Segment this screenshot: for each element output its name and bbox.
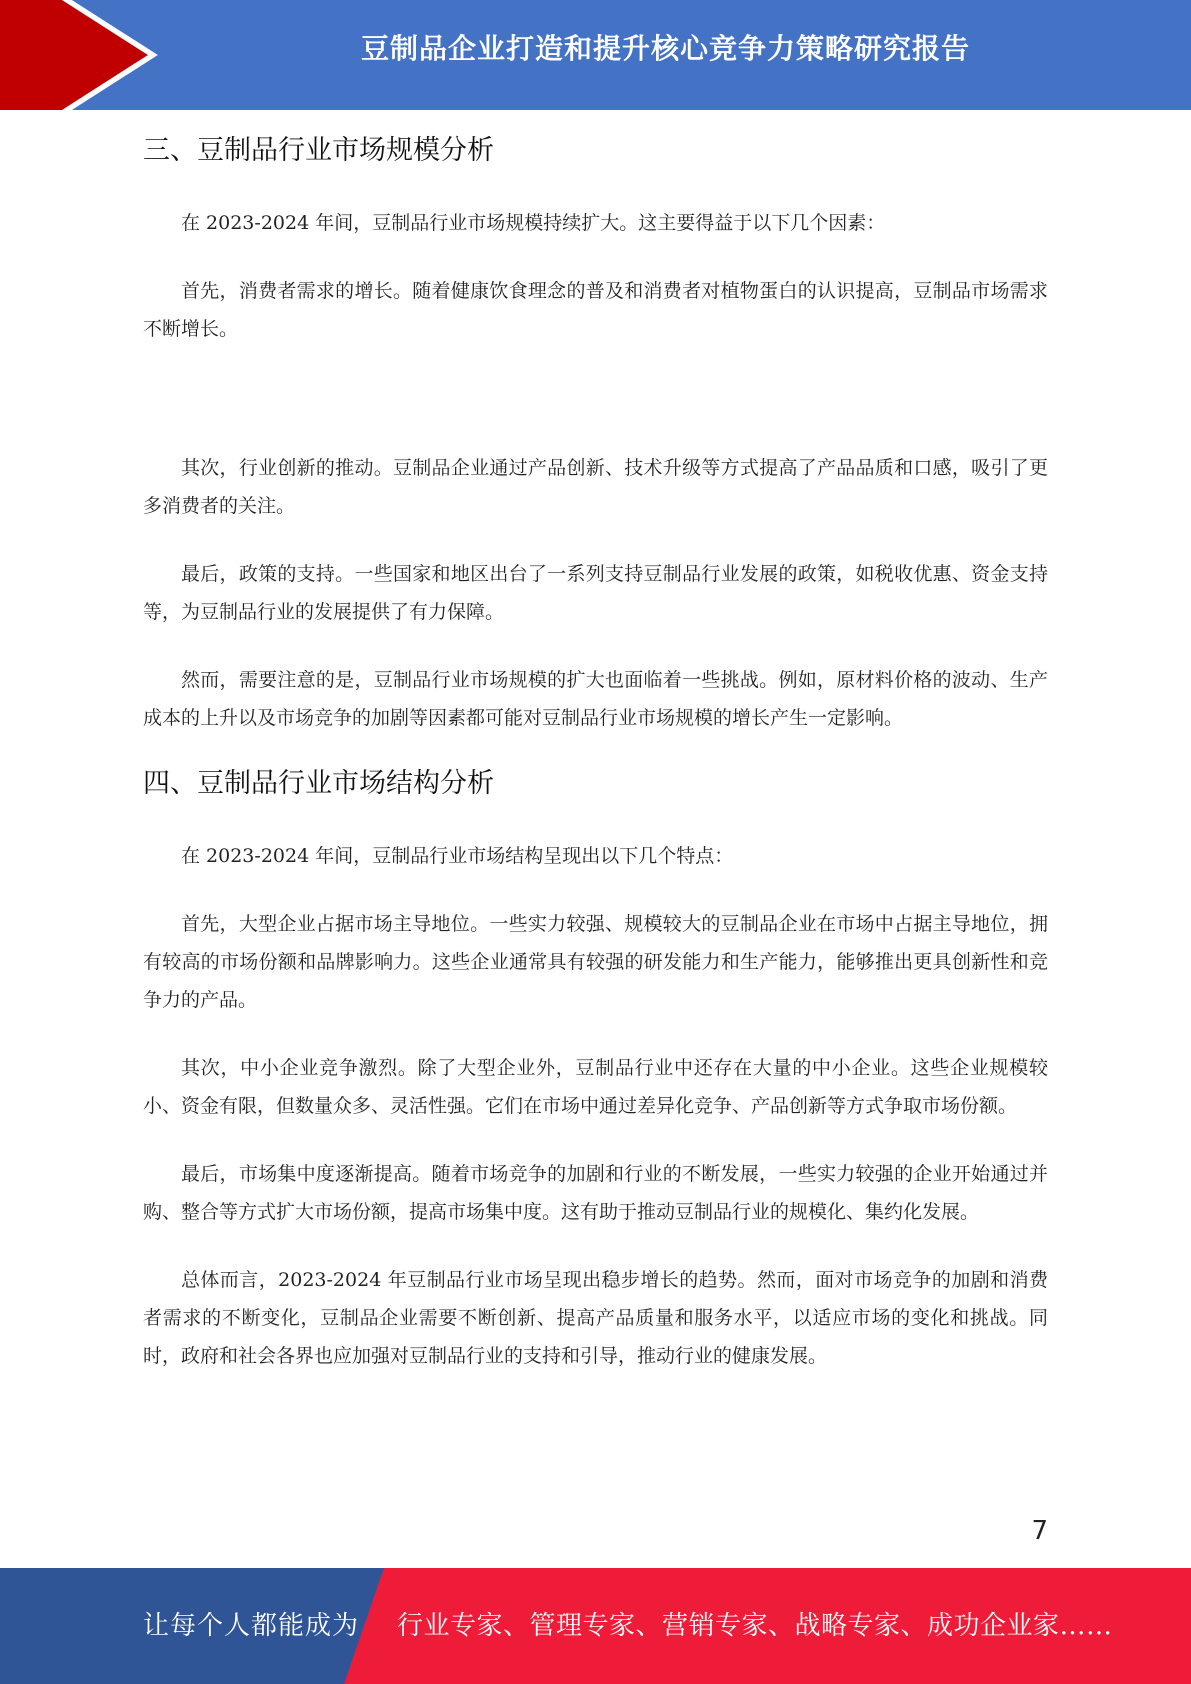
paragraph: 在 2023-2024 年间，豆制品行业市场结构呈现出以下几个特点： — [181, 845, 734, 867]
paragraph: 最后，市场集中度逐渐提高。随着市场竞争的加剧和行业的不断发展，一些实力较强的企业开始通过并购、整合等方式扩大市场份额，提高市场集中度。这有助于推动豆制品行业的规模化、集约化发展。 — [143, 1163, 1048, 1223]
footer-slogan-left: 让每个人都能成为 — [143, 1611, 360, 1641]
document-body — [143, 110, 1048, 1375]
page-header — [0, 0, 1191, 110]
report-title: 豆制品企业打造和提升核心竞争力策略研究报告 — [360, 32, 970, 65]
page-footer — [0, 1568, 1191, 1684]
paragraph: 其次，中小企业竞争激烈。除了大型企业外，豆制品行业中还存在大量的中小企业。这些企业规模较小、资金有限，但数量众多、灵活性强。它们在市场中通过差异化竞争、产品创新等方式争取市场份额。 — [143, 1057, 1048, 1117]
section-heading: 三、豆制品行业市场规模分析 — [143, 135, 494, 166]
page-number: 7 — [1031, 1516, 1048, 1546]
paragraph: 最后，政策的支持。一些国家和地区出台了一系列支持豆制品行业发展的政策，如税收优惠、资金支持等，为豆制品行业的发展提供了有力保障。 — [143, 563, 1048, 623]
paragraph: 在 2023-2024 年间，豆制品行业市场规模持续扩大。这主要得益于以下几个因素： — [181, 212, 886, 234]
paragraph: 首先，大型企业占据市场主导地位。一些实力较强、规模较大的豆制品企业在市场中占据主导地位，拥有较高的市场份额和品牌影响力。这些企业通常具有较强的研发能力和生产能力，能够推出更具创新性和竞争力的产品。 — [143, 913, 1048, 1011]
paragraph: 总体而言，2023-2024 年豆制品行业市场呈现出稳步增长的趋势。然而，面对市场竞争的加剧和消费者需求的不断变化，豆制品企业需要不断创新、提高产品质量和服务水平，以适应市场的变化和挑战。同时，政府和社会各界也应加强对豆制品行业的支持和引导，推动行业的健康发展。 — [143, 1269, 1048, 1367]
paragraph: 其次，行业创新的推动。豆制品企业通过产品创新、技术升级等方式提高了产品品质和口感，吸引了更多消费者的关注。 — [143, 457, 1048, 517]
paragraph: 然而，需要注意的是，豆制品行业市场规模的扩大也面临着一些挑战。例如，原材料价格的波动、生产成本的上升以及市场竞争的加剧等因素都可能对豆制品行业市场规模的增长产生一定影响。 — [143, 669, 1048, 729]
paragraph: 首先，消费者需求的增长。随着健康饮食理念的普及和消费者对植物蛋白的认识提高，豆制品市场需求不断增长。 — [143, 280, 1048, 340]
footer-slogan-right: 行业专家、管理专家、营销专家、战略专家、成功企业家…… — [397, 1611, 1113, 1641]
section-heading: 四、豆制品行业市场结构分析 — [143, 768, 494, 799]
